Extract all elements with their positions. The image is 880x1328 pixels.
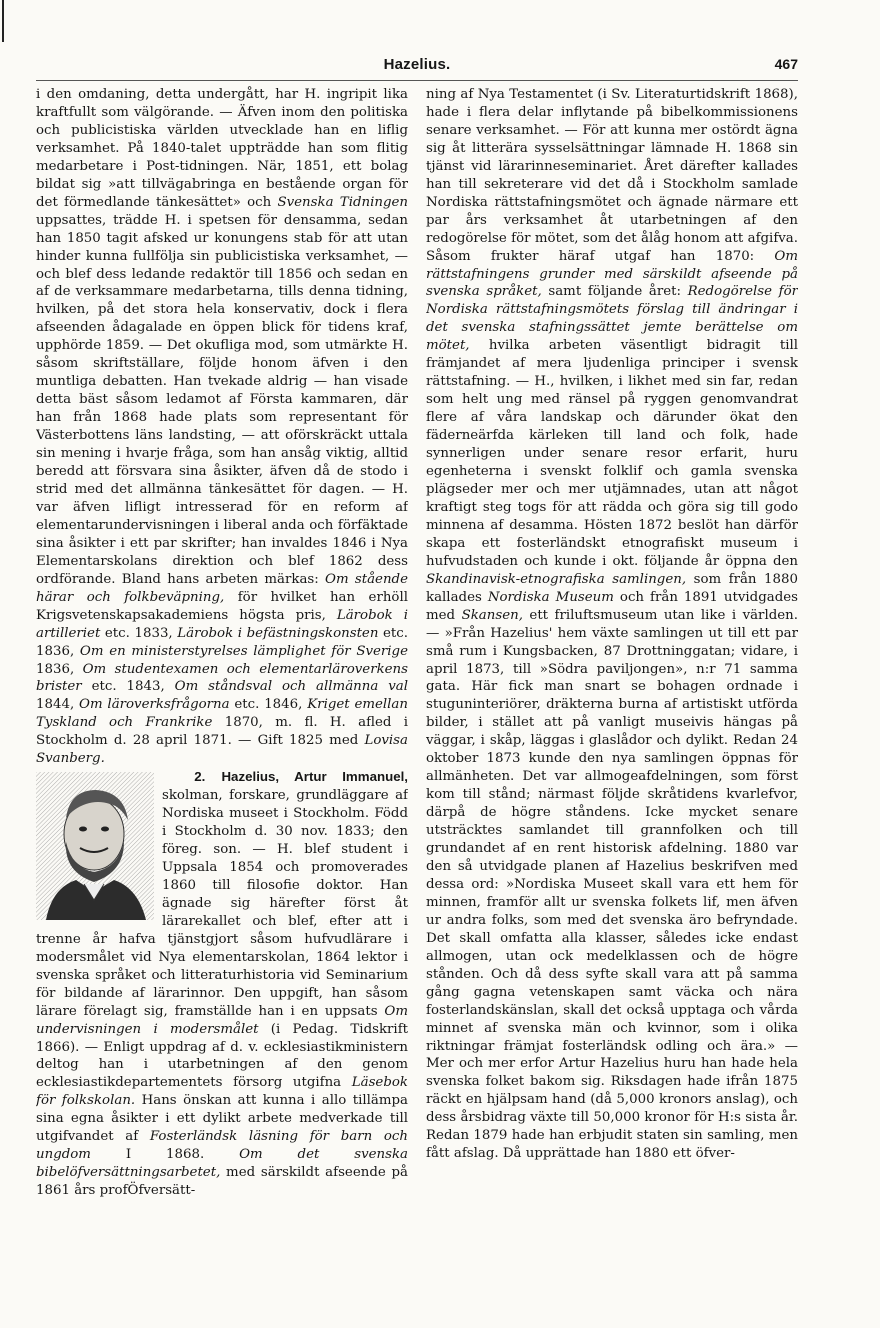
portrait-image	[36, 772, 154, 920]
running-head: Hazelius.	[383, 56, 451, 73]
paragraph-continuation: i den omdaning, detta undergått, har H. ingripit lika kraftfullt som välgörande. — Äfven inom den politiska och publicistiska världen utvecklade han en liflig verksamhet. På 1840-talet uppträdde han som flitig medarbetare i Post-tidningen. När, 1851, ett bolag bildat sig »att tillvägabringa en bestående organ för det förmedlande tänkesättet» och Svenska Tidningen uppsattes, trädde H. i spetsen för densamma, sedan han 1850 tagit afsked ur konungens stab för att utan hinder kunna fullfölja sin publicistiska verksamhet, — och blef dess ledande redaktör till 1856 och sedan en af de verksammare medarbetarna, tills denna tidning, hvilken, på det stora hela konservativ, dock i flera afseenden ådagalade en öppen blick för tidens kraf, upphörde 1859. — Det okufliga mod, som utmärkte H. såsom skriftställare, följde honom äfven i den muntliga debatten. Han tvekade aldrig — han visade detta bäst såsom ledamot af Första kammaren, där han från 1868 hade plats som representant för Västerbottens läns landsting, — att oförskräckt uttala sin mening i hvarje fråga, som han ansåg viktig, alltid beredd att försvara sina åsikter, äfven då de stodo i strid med det allmänna tänkesättet för dagen. — H. var äfven lifligt intresserad för en reform af elementarundervisningen i liberal anda och förfäktade sina åsikter i ett par skrifter; han invaldes 1846 i Nya Elementarskolans direktion och blef 1862 dess ordförande. Bland hans arbeten märkas: Om stående härar och folkbeväpning, för hvilket han erhöll Krigsvetenskapsakademiens högsta pris, Lärobok i artilleriet etc. 1833, Lärobok i befästningskonsten etc. 1836, Om en ministerstyrelses lämplighet för Sverige 1836, Om studentexamen och elementarläroverkens brister etc. 1843, Om ståndsval och allmänna val 1844, Om läroverksfrågorna etc. 1846, Kriget emellan Tyskland och Frankrike 1870, m. fl. H. afled i Stockholm d. 28 april 1871. — Gift 1825 med Lovisa Svanberg.	[36, 87, 408, 767]
right-column	[426, 86, 798, 1304]
entry-artur-hazelius: 2. Hazelius, Artur Immanuel, skolman, forskare, grundläggare af Nordiska museet i Stockholm. Född i Stockholm d. 30 nov. 1833; den föreg. son. — H. blef student i Uppsala 1854 och promoverades 1860 till filosofie doktor. Han ägnade sig härefter först åt lärarekallet och blef, efter att i trenne år hafva tjänstgjort såsom hufvudlärare i modersmålet vid Nya elementarskolan, 1864 lektor i svenska språket och litteraturhistoria vid Seminarium för bildande af lärarinnor. Den uppgift, han såsom lärare förelagt sig, framställde han i en uppsats Om undervisningen i modersmålet (i Pedag. Tidskrift 1866). — Enligt uppdrag af d. v. ecklesiastikministern deltog han i utarbetningen af den genom ecklesiastikdepartementets försorg utgifna Läsebok för folkskolan. Hans önskan att kunna i allo tillämpa sina egna åsikter i ett dylikt arbete medverkade till utgifvandet af Fosterländsk läsning för barn och ungdom I 1868. Om det svenska bibelöfversättningsarbetet, med särskildt afseende på 1861 års profÖfversätt-	[36, 769, 408, 1199]
left-column	[36, 86, 408, 1304]
page-edge-mark	[2, 0, 4, 42]
page-header	[36, 56, 798, 78]
page-number: 467	[774, 56, 798, 72]
paragraph-continuation-right: ning af Nya Testamentet (i Sv. Literaturtidskrift 1868), hade i flera delar inflytande på bibelkommissionens senare verksamhet. — För att kunna mer ostördt ägna sig åt litterära sysselsättningar lämnade H. 1868 sin tjänst vid lärarinneseminariet. Året därefter kallades han till sekreterare vid det då i Stockholm samlade Nordiska rättstafningsmötet och ägnade närmare ett par års verksamhet åt utarbetningen af den redogörelse för mötet, som det ålåg honom att afgifva. Såsom frukter häraf utgaf han 1870: Om rättstafningens grunder med särskildt afseende på svenska språket, samt följande året: Redogörelse för Nordiska rättstafningsmötets förslag till ändringar i det svenska stafningssättet jemte berättelse om mötet, hvilka arbeten väsentligt bidragit till främjandet af mera ljudenliga principer i svensk rättstafning. — H., hvilken, i likhet med sin far, redan som helt ung med ränsel på ryggen genomvandrat flere af våra landskap och därunder ökat den fäderneärfda kärleken till land och folk, hade synnerligen under senare resor erfarit, huru egenheterna i svenskt folklif och gamla svenska plägseder mer och mer utjämnades, utan att något kraftigt steg togs för att rädda och göra sig till godo minnena af desamma. Hösten 1872 beslöt han därför skapa ett fosterländskt etnografiskt museum i hufvudstaden och kunde i okt. följande år öppna den Skandinavisk-etnografiska samlingen, som från 1880 kallades Nordiska Museum och från 1891 utvidgades med Skansen, ett friluftsmuseum utan like i världen. — »Från Hazelius' hem växte samlingen ut till ett par små rum i Kungsbacken, 87 Drottninggatan; vidare, i april 1873, till »Södra paviljongen», n:r 71 samma gata. Här fick man snart se bohagen ordnade i stuguninteriörer, dräkterna burna af artistiskt utförda bilder, i stället att på vanligt museivis hängas på väggar, i skåp, läggas i glaslådor och dylikt. Redan 24 oktober 1873 kunde den nya samlingen öppnas för allmänheten. Det var allmogeafdelningen, som först kom till stånd; närmast följde skråtidens kvarlefvor, därpå de högre ståndens. Icke mycket senare utsträcktes samlandet till grannfolken och till grundandet af en rent historisk afdelning. 1880 var den så utvidgade planen af Hazelius beskrifven med dessa ord: »Nordiska Museet skall vara ett hem för minnen, framför allt ur svenska folkets lif, men äfven ur andra folks, som med det svenska äro befryndade. Det skall omfatta alla klasser, således icke endast allmogen, utan ock medelklassen och de högre stånden. Och då dess syfte skall vara att på samma gång gagna vetenskapen samt väcka och nära fosterlandskänslan, skall det också upptaga och vårda minnet af svenska män och kvinnor, som i olika riktningar främjat fosterländsk odling och ära.» — Mer och mer erfor Artur Hazelius huru han hade hela svenska folket bakom sig. Riksdagen hade ifrån 1875 räckt en hjälpsam hand (då 5,000 kronors anslag), och dess årsbidrag växte till 50,000 kronor för H:s sista år. Redan 1879 hade han erbjudit staten sin samling, men fått afslag. Då upprättade han 1880 ett öfver-	[426, 87, 798, 1162]
header-rule	[36, 80, 798, 81]
entry-number: 2.	[194, 769, 206, 785]
entry-name: Hazelius, Artur Immanuel,	[221, 769, 408, 785]
